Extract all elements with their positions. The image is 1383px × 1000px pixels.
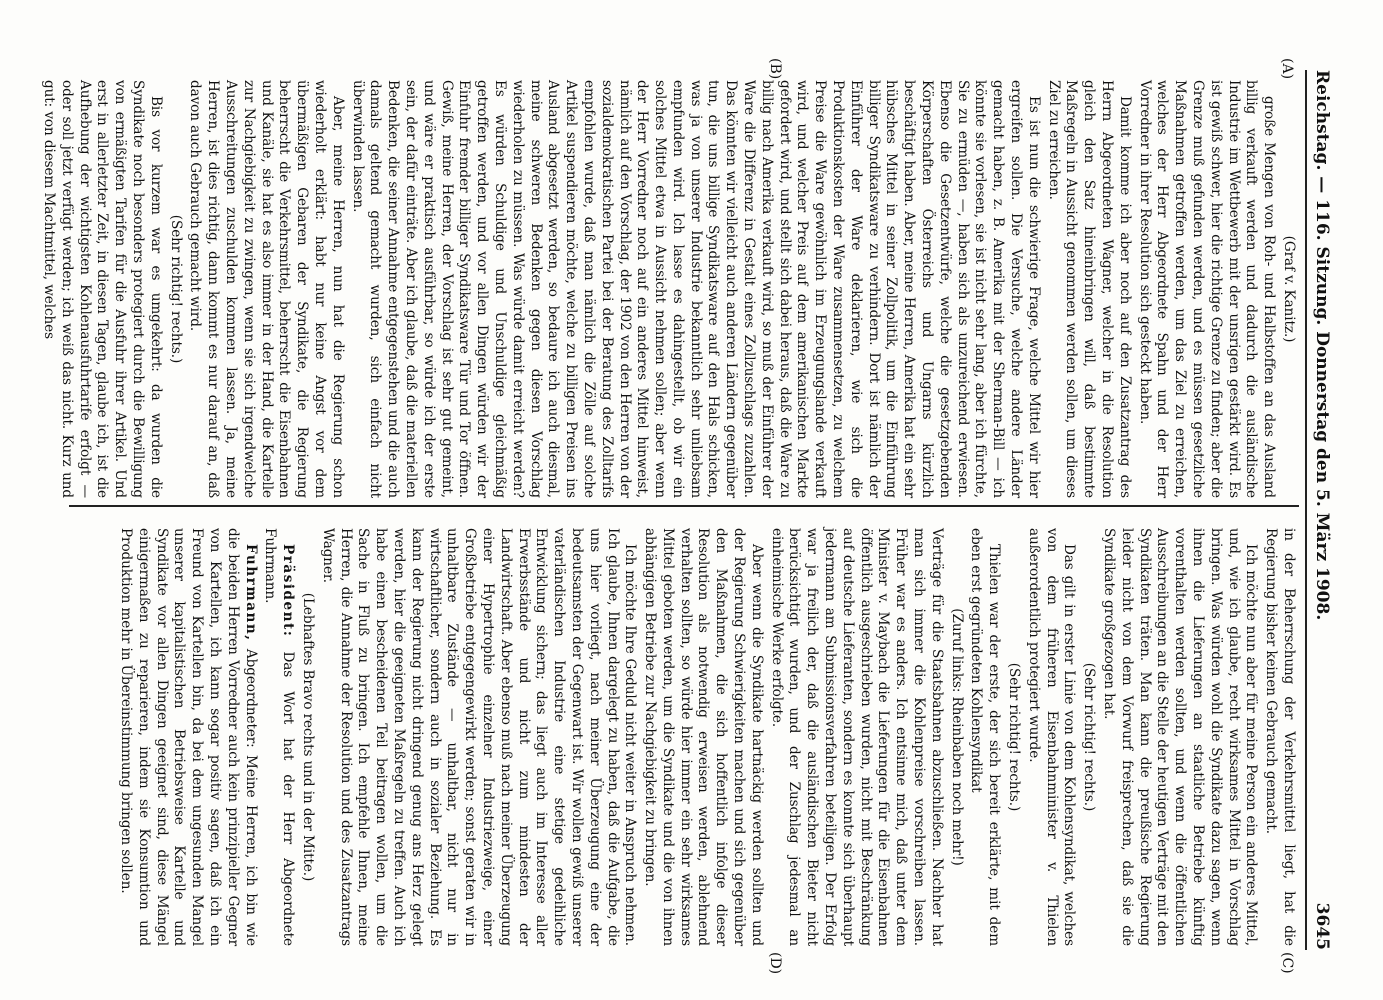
paragraph-text: (Lebhaftes Bravo rechts und in der Mitte.) bbox=[299, 592, 316, 882]
paragraph-text: Damit komme ich aber noch auf den Zusatzantrag des Herrn Abgeordneten Wagner, welcher in die Resolution gleich den Satz hineinbringen will, daß bestimmte Maßregeln in Aussicht genommen werden sollen, um dieses Ziel zu erreichen. bbox=[1045, 80, 1133, 498]
paragraph-text: (Sehr richtig! rechts.) bbox=[167, 214, 184, 364]
paragraph bbox=[1044, 80, 1133, 498]
stage-direction bbox=[298, 528, 316, 946]
running-head: Reichstag. — 116. Sitzung. Donnerstag den 5. März 1908. bbox=[1312, 70, 1332, 621]
stage-direction bbox=[166, 80, 184, 498]
paragraph-text: Ich möchte nun aber für meine Person ein anderes Mittel, und, wie ich glaube, recht wirksames Mittel in Vorschlag bringen. Was würden wohl die Syndikate dazu sagen, wenn ihnen die Lieferungen an staatliche Betriebe künftig vorenthalten werden sollten, und wenn die öffentlichen Ausschreibungen an die Stelle der heutigen Verträge mit den Syndikaten träten. Man kann die preußische Regierung leider nicht von dem Vorwurf freisprechen, daß sie die Syndikate großgezogen hat. bbox=[1101, 528, 1260, 946]
stage-direction bbox=[1004, 528, 1022, 946]
paragraph bbox=[261, 528, 297, 946]
left-column bbox=[41, 80, 1297, 498]
paragraph-text: (Sehr richtig! rechts.) bbox=[1081, 662, 1098, 812]
stage-direction bbox=[947, 528, 965, 946]
paragraph bbox=[1135, 80, 1277, 498]
paragraph-text: Thielen war der erste, der sich bereit erklärte, mit dem eben erst gegründeten Kohlensyndikat bbox=[968, 528, 1003, 946]
stage-direction bbox=[1079, 528, 1097, 946]
paragraph bbox=[1261, 528, 1297, 946]
paragraph-text: Abgeordneter: Meine Herren, ich bin wie die beiden Herren Vorredner auch kein prinzipieller Gegner von Kartellen, ich kann sogar positiv sagen, daß ich ein Freund von Kartellen bin, da bei dem ungesunden Mangel unserer kapitalistischen Betriebsweise Kartelle und Syndikate vor allen Dingen geeignet sind, diese Mängel einigermaßen zu reparieren, indem sie Konsumtion und Produktion mehr in Übereinstimmung bringen sollen. bbox=[118, 528, 259, 946]
paragraph-text: in der Beherrschung der Verkehrsmittel liegt, hat die Regierung bisher keinen Gebrauch gemacht. bbox=[1263, 528, 1297, 946]
paragraph bbox=[967, 528, 1003, 946]
page-number: 3645 bbox=[1312, 902, 1332, 950]
paragraph-text: Es ist nun die schwierige Frage, welche Mittel wir hier ergreifen sollen. Die Versuche, welche andere Länder gemacht haben, z. B. Amerika mit der Sherman-Bill — ich könnte sie vorlesen, sie ist nicht sehr lang, aber ich fürchte, Sie zu ermüden —, haben sich als unzureichend erwiesen. Ebenso die Gesetzentwürfe, welche die gesetzgebenden Körperschaften Österreichs und Ungarns kürzlich beschäftigt haben. Aber, meine Herren, Amerika hat ein sehr hübsches Mittel in seiner Zollpolitik, um die Einführung billiger Syndikatsware zu verhindern. Dort ist nämlich der Einführer der Ware deklarieren, wie sich die Produktionskosten der Ware zusammensetzen, zu welchem Preise die Ware gewöhnlich im Erzeugungslande verkauft wird, und welcher Preis auf dem amerikanischen Markte gefordert wird, und stellt sich dabei heraus, daß die Ware zu billig nach Amerika verkauft wird, so muß der Einführer der Ware die Differenz in Gestalt eines Zollzuschlags zuzahlen. Das könnten wir vielleicht auch anderen Ländern gegenüber tun, die uns billige Syndikatsware auf den Hals schicken, was ja von unserer Industrie bekanntlich sehr unliebsam empfunden wird. Ich lasse es dahingestellt, ob wir ein solches Mittel etwa in Aussicht nehmen sollen; aber wenn der Herr Vorredner noch auf ein anderes Mittel hinweist, nämlich auf den Vorschlag, der 1902 von den Herren von der sozialdemokratischen Partei bei der Beratung des Zolltarifs empfohlen wurde, daß man nämlich die Zölle auf solche Artikel suspendieren möchte, welche zu billigen Preisen ins Ausland abgesetzt werden, so bedaure ich auch diesmal, meine schweren Bedenken gegen diesen Vorschlag wiederholen zu müssen. Was würde damit erreicht werden? Es würden Schuldige und Unschuldige gleichmäßig getroffen werden, und vor allen Dingen würden wir der Einfuhr fremder billiger Syndikatsware Tür und Tor öffnen. Gewiß, meine Herren, der Vorschlag ist sehr gut gemeint, und wäre er praktisch ausführbar, so würde ich der erste sein, der dafür einträte. Aber ich glaube, daß die materiellen Bedenken, die seiner Annahme entgegenstehen und die auch damals geltend gemacht wurden, sich einfach nicht überwinden lassen. bbox=[349, 80, 1042, 498]
paragraph-text: große Mengen von Roh- und Halbstoffen an das Ausland billig verkauft werden und dadurch die ausländische Industrie im Wettbewerb mit der unsrigen gestärkt wird. Es ist gewiß schwer, hier die richtige Grenze zu finden; aber die Grenze muß gefunden werden, und es müssen gesetzliche Maßnahmen getroffen werden, um das Ziel zu erreichen, welches der Herr Abgeordnete Spahn und der Herr Vorredner in ihrer Resolution sich gesteckt haben. bbox=[1136, 80, 1278, 498]
paragraph bbox=[39, 80, 164, 498]
paragraph-text: (Zuruf links: Rheinbaben noch mehr!) bbox=[948, 608, 965, 866]
paragraph-text: (Sehr richtig! rechts.) bbox=[1006, 662, 1023, 812]
paragraph-text: Ich möchte Ihre Geduld nicht weiter in Anspruch nehmen. Ich glaube, Ihnen dargelegt zu haben, daß die Aufgabe, die uns hier vorliegt, nach meiner Überzeugung eine der bedeutsamsten der Gegenwart ist. Wir wollen gewiß unserer vaterländischen Industrie eine stetige gedeihliche Entwicklung sichern; das liegt auch im Interesse aller Erwerbsstände und nicht zum mindesten der Landwirtschaft. Aber ebenso muß nach meiner Überzeugung einer Hypertrophie einzelner Industriezweige, einer Großbetriebe entgegengewirkt werden; sonst geraten wir in unhaltbare Zustände — unhaltbar, nicht nur in wirtschaftlicher, sondern auch in sozialer Beziehung. Es kann der Regierung nicht dringend genug ans Herz gelegt werden, hier die geeigneten Maßregeln zu treffen. Auch ich habe einen bescheidenen Teil beitragen wollen, um die Sache in Fluß zu bringen. Ich empfehle Ihnen, meine Herren, die Annahme der Resolution und des Zusatzantrags Wagner. bbox=[319, 528, 639, 946]
stage-direction bbox=[1279, 80, 1297, 498]
margin-mark-c: (C) bbox=[1279, 952, 1295, 974]
paragraph bbox=[767, 528, 945, 946]
paragraph bbox=[640, 528, 765, 946]
paragraph-text: Das Wort hat der Herr Abgeordnete Fuhrmann. bbox=[262, 528, 297, 946]
page-header bbox=[1309, 70, 1335, 950]
paragraph bbox=[116, 528, 258, 946]
margin-mark-d: (D) bbox=[767, 952, 783, 975]
paragraph bbox=[318, 528, 638, 946]
paragraph bbox=[1099, 528, 1259, 946]
paragraph-text: Aber, meine Herren, nun hat die Regierung schon wiederholt erklärt: habt nur keine Angst vor dem übermäßigen Gebaren der Syndikate, die Regierung beherrscht die Verkehrsmittel, beherrscht die Eisenbahnen und Kanäle, sie hat es also immer in der Hand, die Kartelle zur Nachgiebigkeit zu zwingen, wenn sie sich irgendwelche Ausschreitungen zuschulden kommen lassen. Ja, meine Herren, ist dies richtig, dann kommt es nur darauf an, daß davon auch Gebrauch gemacht wird. bbox=[187, 80, 346, 498]
paragraph-text: Das gilt in erster Linie von dem Kohlensyndikat, welches von dem früheren Eisenbahnminister v. Thielen außerordentlich protegiert wurde. bbox=[1025, 528, 1078, 946]
margin-mark-a: (A) bbox=[1279, 58, 1295, 80]
paragraph bbox=[186, 80, 346, 498]
paragraph-text: (Graf v. Kanitz.) bbox=[1281, 235, 1297, 343]
paragraph-text: Verträge für die Staatsbahnen abzuschließen. Nachher hat man sich immer die Kohlenpreise vorschreiben lassen. Früher war es anders. Ich entsinne mich, daß unter dem Minister v. Maybach die Lieferungen für die Eisenbahnen öffentlich ausgeschrieben wurden, nicht mit Beschränkung auf deutsche Lieferanten, sondern es konnte sich überhaupt jedermann am Submissionsverfahren beteiligen. Der Erfolg war ja freilich der, daß die ausländischen Bieter nicht berücksichtigt wurden, und der Zuschlag jedesmal an einheimische Werke erfolgte. bbox=[768, 528, 945, 946]
paragraph-text: Bis vor kurzem war es umgekehrt: da wurden die Syndikate noch besonders protegiert durch die Bewilligung von ermäßigten Tarifen für die Ausfuhr ihrer Artikel. Und erst in allerletzter Zeit, in diesen Tagen, glaube ich, ist die Aufhebung der wichtigsten Kohlenausfuhrtarife erfolgt — oder soll jetzt verfügt werden; ich weiß das nicht. Kurz und gut: von diesem Machtmittel, welches bbox=[41, 80, 164, 498]
paragraph-text: Aber wenn die Syndikate hartnäckig werden sollten und der Regierung Schwierigkeiten machen und sich gegenüber den Maßnahmen, die sich hoffentlich infolge dieser Resolution als notwendig erweisen werden, ablehnend verhalten sollten, so würde hier immer ein sehr wirksames Mittel geboten werden, um die Syndikate und die von ihnen abhängigen Betriebe zur Nachgiebigkeit zu bringen. bbox=[642, 528, 765, 946]
header-rule bbox=[1305, 70, 1307, 950]
column-divider bbox=[69, 505, 1299, 507]
paragraph bbox=[348, 80, 1042, 498]
right-column bbox=[77, 528, 1297, 946]
paragraph bbox=[1024, 528, 1077, 946]
speaker-name: Präsident: bbox=[280, 544, 297, 638]
margin-mark-b: (B) bbox=[767, 58, 783, 80]
speaker-name: Fuhrmann, bbox=[242, 544, 259, 642]
